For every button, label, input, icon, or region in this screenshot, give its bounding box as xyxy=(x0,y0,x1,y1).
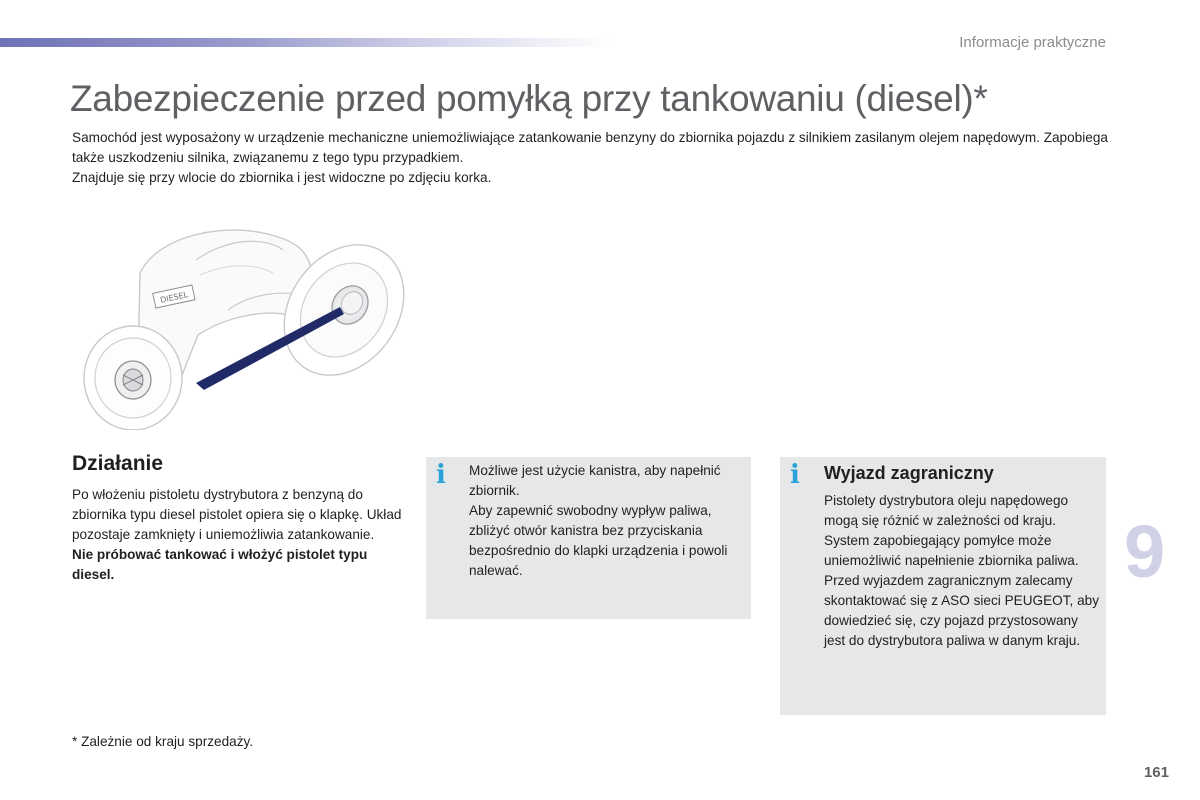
info-paragraph: Aby zapewnić swobodny wypływ paliwa, zbliżyć otwór kanistra bez przyciskania bezpośrednio do klapki urządzenia i powoli nalewać. xyxy=(469,503,728,578)
page-title: Zabezpieczenie przed pomyłką przy tankowaniu (diesel)* xyxy=(70,78,988,119)
info-box-text xyxy=(469,461,744,581)
operation-title: Działanie xyxy=(72,452,164,475)
intro-paragraph: Samochód jest wyposażony w urządzenie mechaniczne uniemożliwiające zatankowanie benzyny do zbiornika pojazdu z silnikiem zasilanym olejem napędowym. Zapobiega także uszkodzeniu silnika, związanemu z tego typu przypadkiem. xyxy=(72,130,1108,165)
info-box-title: Wyjazd zagraniczny xyxy=(824,463,994,483)
header-accent-bar xyxy=(0,38,610,47)
chapter-number: 9 xyxy=(1124,510,1166,593)
info-paragraph: Przed wyjazdem zagranicznym zalecamy skontaktować się z ASO sieci PEUGEOT, aby dowiedzieć się, czy pojazd przystosowany jest do dystrybutora paliwa w danym kraju. xyxy=(824,573,1100,648)
operation-text xyxy=(72,485,402,585)
info-paragraph: Możliwe jest użycie kanistra, aby napełnić zbiornik. xyxy=(469,463,721,498)
intro-paragraph: Znajduje się przy wlocie do zbiornika i jest widoczne po zdjęciu korka. xyxy=(72,170,492,185)
page-number: 161 xyxy=(1143,764,1169,781)
info-paragraph: Pistolety dystrybutora oleju napędowego mogą się różnić w zależności od kraju. System zapobiegający pomyłce może uniemożliwić napełnienie zbiornika paliwa. xyxy=(824,493,1079,568)
footnote: * Zależnie od kraju sprzedaży. xyxy=(72,734,254,749)
operation-paragraph: Po włożeniu pistoletu dystrybutora z benzyną do zbiornika typu diesel pistolet opiera się o klapkę. Układ pozostaje zamknięty i uniemożliwia zatankowanie. xyxy=(72,487,402,542)
info-box-travel-abroad xyxy=(780,457,1106,715)
info-box-canister xyxy=(426,457,751,619)
info-icon: i xyxy=(790,460,800,490)
info-box-text xyxy=(824,491,1099,651)
diesel-label: DIESEL xyxy=(159,290,189,305)
operation-warning: Nie próbować tankować i włożyć pistolet typu diesel. xyxy=(72,547,368,582)
intro-text xyxy=(72,128,1132,188)
fuel-filler-illustration xyxy=(78,215,408,430)
info-icon: i xyxy=(436,460,446,490)
section-header: Informacje praktyczne xyxy=(959,34,1106,51)
